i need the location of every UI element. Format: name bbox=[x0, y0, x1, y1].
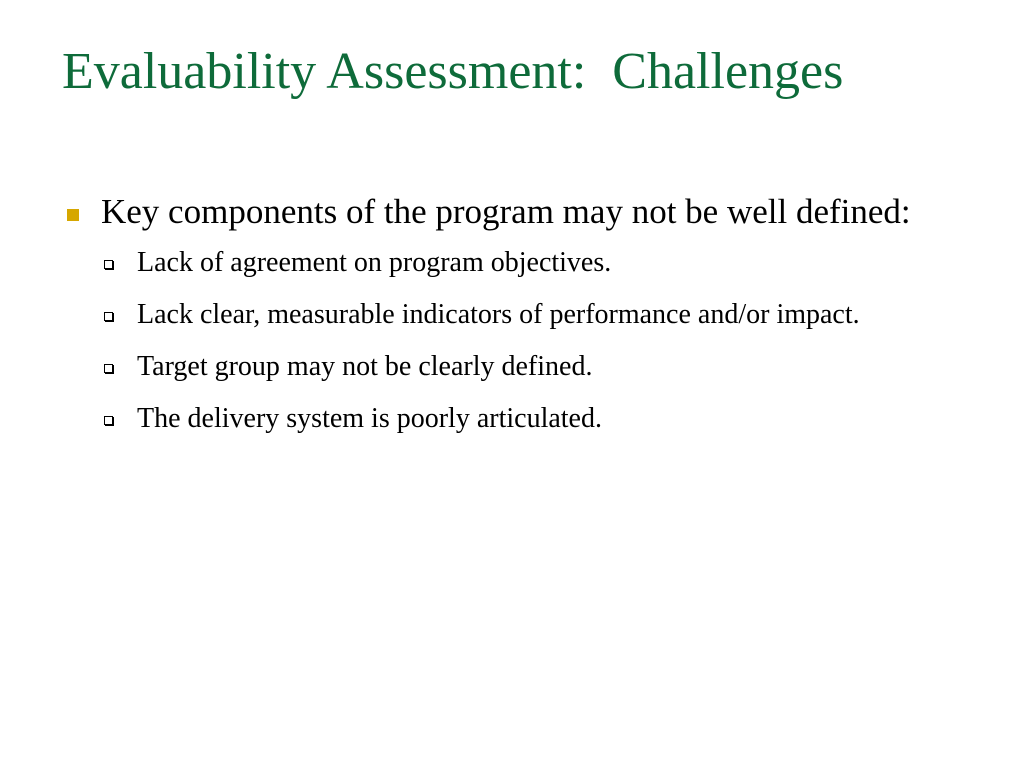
sub-bullet-item bbox=[62, 243, 962, 283]
hollow-square-bullet-icon bbox=[104, 312, 113, 321]
main-bullet-text: Key components of the program may not be well defined: bbox=[101, 192, 911, 231]
sub-bullet-text: Target group may not be clearly defined. bbox=[137, 351, 593, 382]
hollow-square-bullet-icon bbox=[104, 260, 113, 269]
hollow-square-bullet-icon bbox=[104, 364, 113, 373]
sub-bullet-text: Lack of agreement on program objectives. bbox=[137, 247, 612, 278]
sub-bullet-item bbox=[62, 347, 962, 387]
filled-square-bullet-icon bbox=[67, 209, 79, 221]
main-bullet-item bbox=[62, 188, 962, 235]
slide-body bbox=[62, 188, 962, 451]
sub-bullet-item bbox=[62, 295, 962, 335]
slide-title: Evaluability Assessment: Challenges bbox=[62, 43, 844, 100]
sub-bullet-item bbox=[62, 399, 962, 439]
sub-bullet-text: Lack clear, measurable indicators of performance and/or impact. bbox=[137, 299, 860, 330]
sub-bullet-list bbox=[62, 243, 962, 439]
sub-bullet-text: The delivery system is poorly articulated. bbox=[137, 403, 602, 434]
hollow-square-bullet-icon bbox=[104, 416, 113, 425]
